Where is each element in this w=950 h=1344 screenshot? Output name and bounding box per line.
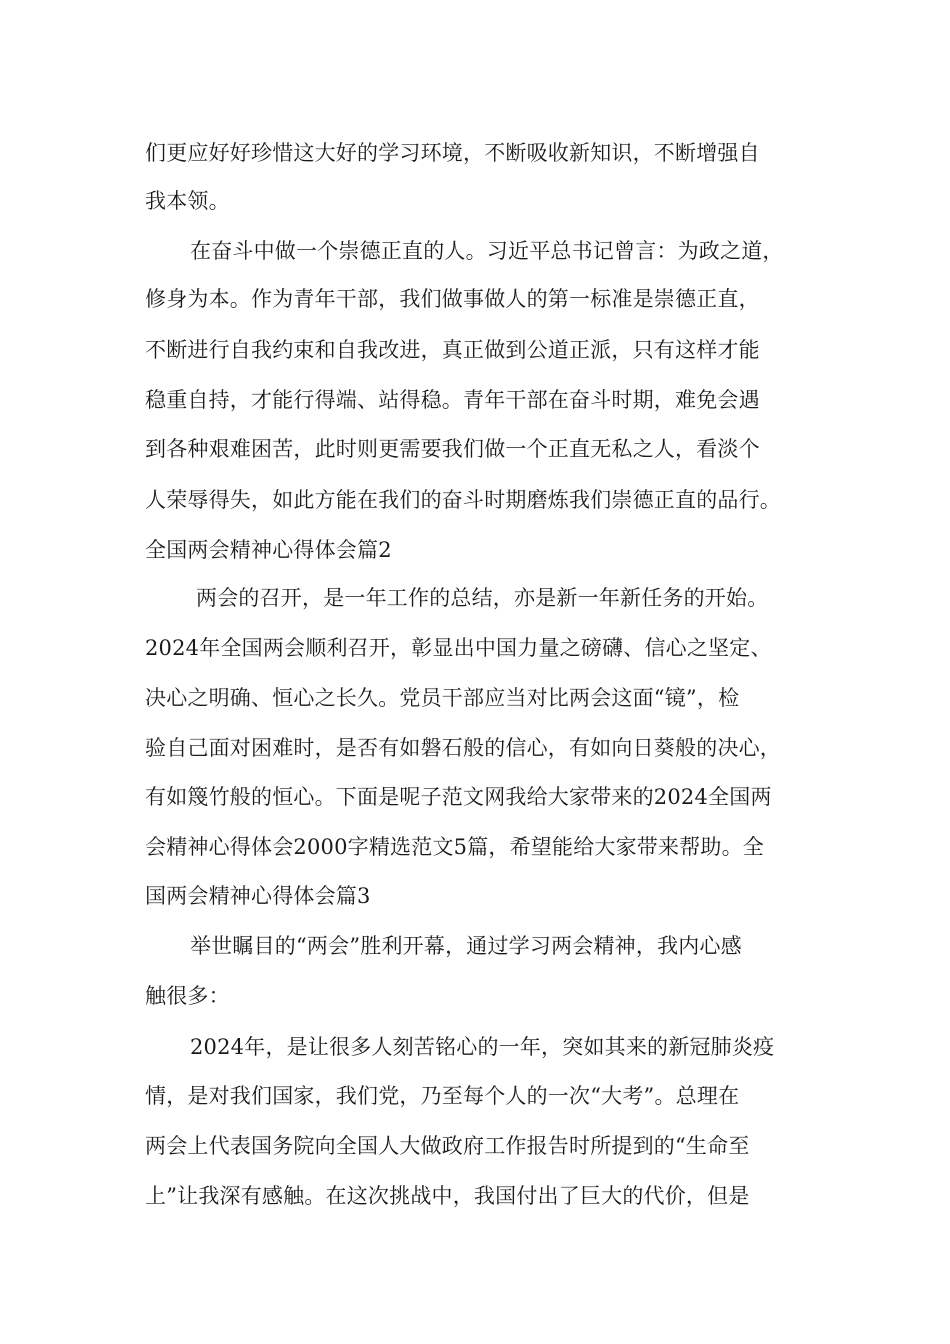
text-line: 两会上代表国务院向全国人大做政府工作报告时所提到的“生命至 <box>145 1134 750 1158</box>
text-line: 验自己面对困难时，是否有如磐石般的信心，有如向日葵般的决心， <box>145 736 781 760</box>
text-line: 有如篾竹般的恒心。下面是呢子范文网我给大家带来的2024全国两 <box>145 785 772 809</box>
text-line: 稳重自持，才能行得端、站得稳。青年干部在奋斗时期，难免会遇 <box>145 388 760 412</box>
paragraph-start-line: 举世瞩目的“两会”胜利开幕，通过学习两会精神，我内心感 <box>190 934 742 958</box>
section-heading-line: 全国两会精神心得体会篇2 <box>145 538 392 562</box>
paragraph-start-line: 两会的召开，是一年工作的总结，亦是新一年新任务的开始。 <box>196 586 769 610</box>
text-line: 决心之明确、恒心之长久。党员干部应当对比两会这面“镜”，检 <box>145 686 740 710</box>
text-line: 修身为本。作为青年干部，我们做事做人的第一标准是崇德正直， <box>145 287 760 311</box>
text-line: 触很多： <box>145 984 230 1008</box>
text-line: 我本领。 <box>145 189 230 213</box>
text-line: 会精神心得体会2000字精选范文5篇，希望能给大家带来帮助。全 <box>145 835 765 859</box>
text-line: 情，是对我们国家，我们党，乃至每个人的一次“大考”。总理在 <box>145 1084 740 1108</box>
paragraph-start-line: 2024年，是让很多人刻苦铭心的一年，突如其来的新冠肺炎疫 <box>190 1035 775 1059</box>
text-line: 上”让我深有感触。在这次挑战中，我国付出了巨大的代价，但是 <box>145 1184 750 1208</box>
text-line: 2024年全国两会顺利召开，彰显出中国力量之磅礴、信心之坚定、 <box>145 636 772 660</box>
paragraph-start-line: 在奋斗中做一个崇德正直的人。习近平总书记曾言：为政之道， <box>190 239 784 263</box>
text-line: 们更应好好珍惜这大好的学习环境，不断吸收新知识，不断增强自 <box>145 141 760 165</box>
section-heading-line: 国两会精神心得体会篇3 <box>145 884 371 908</box>
text-line: 人荣辱得失，如此方能在我们的奋斗时期磨炼我们崇德正直的品行。 <box>145 488 781 512</box>
text-line: 到各种艰难困苦，此时则更需要我们做一个正直无私之人，看淡个 <box>145 437 760 461</box>
text-line: 不断进行自我约束和自我改进，真正做到公道正派，只有这样才能 <box>145 338 760 362</box>
